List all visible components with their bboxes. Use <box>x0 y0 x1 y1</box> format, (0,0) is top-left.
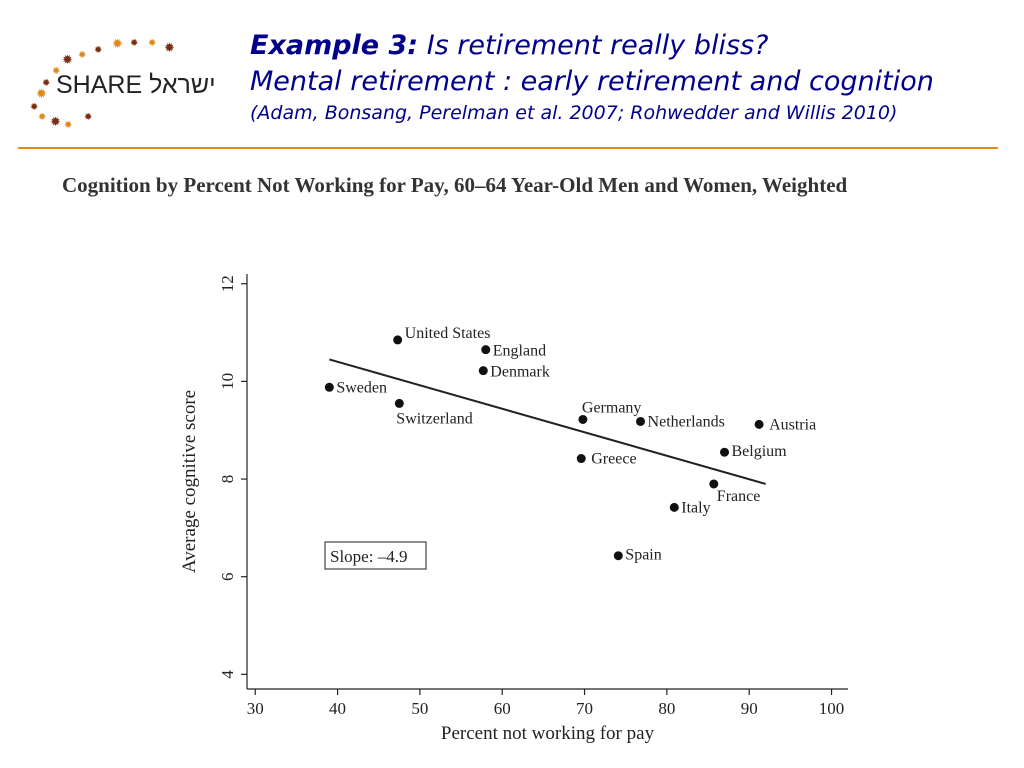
data-point <box>755 420 764 429</box>
x-tick-label: 60 <box>493 699 511 718</box>
y-tick-label: 6 <box>218 572 237 581</box>
x-axis-ticks <box>247 689 845 718</box>
chart-title: Cognition by Percent Not Working for Pay, 60–64 Year-Old Men and Women, Weighted <box>62 173 848 197</box>
data-point-label: Sweden <box>336 379 387 397</box>
data-point-label: Spain <box>625 546 662 564</box>
x-tick-label: 40 <box>329 699 347 718</box>
logo-star-icon: ✹ <box>42 78 51 89</box>
logo-star-icon: ✹ <box>64 120 73 131</box>
data-point-label: Italy <box>681 499 711 517</box>
x-tick-label: 100 <box>818 699 845 718</box>
y-tick-label: 10 <box>218 372 237 390</box>
x-tick-label: 30 <box>246 699 264 718</box>
logo-star-icon: ✹ <box>50 115 61 130</box>
x-tick-label: 80 <box>658 699 676 718</box>
example-question: Is retirement really bliss? <box>426 30 769 61</box>
logo-star-icon: ✹ <box>112 37 123 52</box>
data-point-label: England <box>492 342 547 360</box>
logo-star-icon: ✹ <box>62 53 73 68</box>
y-tick-label: 12 <box>218 275 237 293</box>
x-tick-label: 90 <box>740 699 758 718</box>
data-point-label: France <box>716 487 761 505</box>
y-axis-ticks <box>218 275 247 678</box>
x-axis-label: Percent not working for pay <box>440 723 655 744</box>
logo-star-icon: ✹ <box>84 112 93 123</box>
data-point-label: Austria <box>769 416 817 434</box>
data-point-label: Denmark <box>490 363 550 381</box>
y-tick-label: 4 <box>218 670 237 679</box>
data-point <box>395 399 404 408</box>
slope-annotation-box <box>325 542 426 569</box>
logo-wordmark: SHARE ישראל <box>56 71 216 99</box>
data-point <box>393 335 402 344</box>
logo-star-icon: ✹ <box>52 66 61 77</box>
data-point-label: Greece <box>591 450 637 468</box>
slide-subtitle: Mental retirement : early retirement and cognition <box>250 66 934 97</box>
logo-star-icon: ✹ <box>36 87 47 102</box>
x-tick-label: 50 <box>411 699 429 718</box>
data-point-label: United States <box>404 324 491 342</box>
y-axis-label: Average cognitive score <box>179 389 200 574</box>
data-point <box>481 345 490 354</box>
citation: (Adam, Bonsang, Perelman et al. 2007; Rohwedder and Willis 2010) <box>250 102 898 124</box>
slope-annotation: Slope: –4.9 <box>330 547 408 566</box>
data-point <box>577 454 586 463</box>
data-point <box>614 551 623 560</box>
data-point <box>670 503 679 512</box>
data-point <box>720 448 729 457</box>
data-point <box>636 417 645 426</box>
logo-star-icon: ✹ <box>78 50 87 61</box>
logo-star-icon: ✹ <box>164 41 175 56</box>
logo-star-icon: ✹ <box>38 112 47 123</box>
data-points <box>325 325 816 564</box>
data-point-label: Netherlands <box>647 413 725 431</box>
logo-star-icon: ✹ <box>130 38 139 49</box>
data-point-label: Belgium <box>731 443 787 461</box>
logo-star-icon: ✹ <box>148 38 157 49</box>
data-point-label: Switzerland <box>396 410 473 428</box>
data-point <box>325 383 334 392</box>
logo-star-icon: ✹ <box>30 102 39 113</box>
y-tick-label: 8 <box>218 474 237 484</box>
example-label: Example 3: <box>250 30 419 61</box>
logo-star-icon: ✹ <box>94 45 103 56</box>
data-point <box>479 366 488 375</box>
data-point-label: Germany <box>581 399 642 417</box>
x-tick-label: 70 <box>576 699 594 718</box>
